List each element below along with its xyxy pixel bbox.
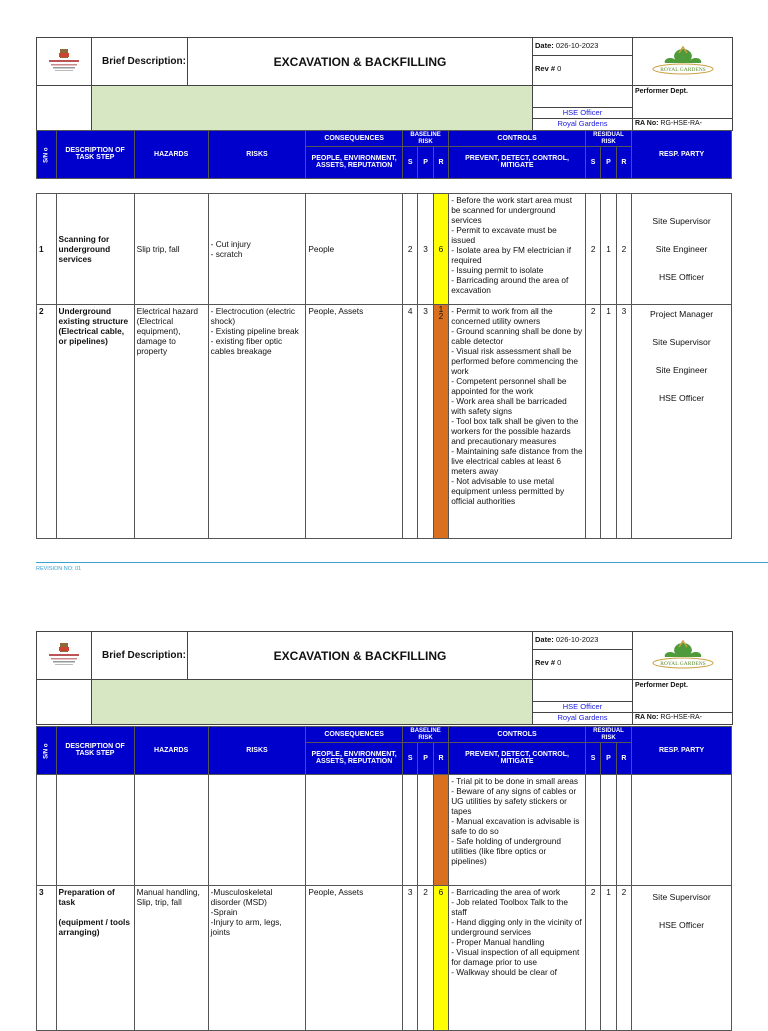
hazards-cell: Manual handling, Slip, trip, fall bbox=[134, 886, 208, 1031]
col-baseline-risk: BASELINE RISK bbox=[402, 131, 448, 147]
controls-cell: - Before the work start area must be scanned for underground services - Permit to excavate must be issued - Isolate area by FM electrician if required - Issuing permit to isolate - Barricading around the area of excavation bbox=[449, 194, 586, 305]
col-consequences: CONSEQUENCES bbox=[306, 131, 403, 147]
row-number: 3 bbox=[37, 886, 57, 1031]
baseline-p: P bbox=[418, 742, 433, 774]
consequences-cell: People bbox=[306, 194, 403, 305]
page2-column-header bbox=[36, 726, 732, 775]
col-consequences-sub: PEOPLE, ENVIRONMENT, ASSETS, REPUTATION bbox=[306, 146, 403, 178]
date-field: Date: 026-10-2023 bbox=[533, 632, 632, 650]
residual-s: S bbox=[585, 146, 600, 178]
residual-p: P bbox=[601, 742, 616, 774]
residual-p-value: 1 bbox=[601, 194, 616, 305]
svg-text:ROYAL GARDENS: ROYAL GARDENS bbox=[659, 660, 706, 667]
row-number: 1 bbox=[37, 194, 57, 305]
hse-officer-label: HSE Officer bbox=[533, 701, 632, 712]
royal-gardens-label: Royal Gardens bbox=[533, 118, 632, 130]
baseline-p-value: 3 bbox=[418, 194, 433, 305]
page1-risk-table bbox=[36, 193, 732, 539]
residual-p: P bbox=[601, 146, 616, 178]
residual-p-value: 1 bbox=[601, 886, 616, 1031]
risks-cell: - Electrocution (electric shock) - Existing pipeline break - existing fiber optic cables breakage bbox=[208, 305, 306, 539]
baseline-r-value: 1 2 bbox=[433, 305, 448, 539]
baseline-r: R bbox=[433, 146, 448, 178]
col-controls-sub: PREVENT, DETECT, CONTROL, MITIGATE bbox=[449, 146, 586, 178]
ra-no-field: RA No: RG-HSE-RA- bbox=[633, 712, 732, 724]
royal-gardens-label: Royal Gardens bbox=[533, 712, 632, 724]
baseline-s-value: 2 bbox=[402, 194, 417, 305]
col-consequences-sub: PEOPLE, ENVIRONMENT, ASSETS, REPUTATION bbox=[306, 742, 403, 774]
emblem-icon bbox=[45, 641, 83, 671]
baseline-s-value: 4 bbox=[402, 305, 417, 539]
residual-r-value: 2 bbox=[616, 886, 631, 1031]
rev-field: Rev # 0 bbox=[535, 658, 562, 667]
col-consequences: CONSEQUENCES bbox=[306, 727, 403, 743]
resp-party: Site Engineer bbox=[655, 365, 708, 375]
residual-r-value: 3 bbox=[616, 305, 631, 539]
col-hazards: HAZARDS bbox=[134, 131, 208, 179]
right-logo bbox=[633, 38, 733, 86]
task-step: Preparation of task (equipment / tools arranging) bbox=[56, 886, 134, 1031]
residual-p-value: 1 bbox=[601, 305, 616, 539]
residual-r: R bbox=[616, 742, 631, 774]
col-controls-sub: PREVENT, DETECT, CONTROL, MITIGATE bbox=[449, 742, 586, 774]
controls-cell: - Barricading the area of work - Job related Toolbox Talk to the staff - Hand digging only in the vicinity of underground services - Proper Manual handling - Visual inspection of all equipment for damage prior to use - Walkway should be clear of bbox=[449, 886, 586, 1031]
baseline-p-value: 3 bbox=[418, 305, 433, 539]
hazards-cell: Electrical hazard (Electrical equipment), damage to property bbox=[134, 305, 208, 539]
resp-party: HSE Officer bbox=[658, 272, 705, 282]
table-row bbox=[37, 194, 732, 305]
performer-dept-label: Performer Dept. bbox=[635, 682, 688, 689]
col-hazards: HAZARDS bbox=[134, 727, 208, 775]
hazards-cell: Slip trip, fall bbox=[134, 194, 208, 305]
royal-gardens-logo-icon bbox=[641, 45, 725, 79]
row-number: 2 bbox=[37, 305, 57, 539]
col-residual-risk: RESIDUAL RISK bbox=[585, 727, 631, 743]
resp-party-cell bbox=[632, 194, 732, 305]
page2-header bbox=[36, 631, 733, 725]
performer-dept-label: Performer Dept. bbox=[635, 88, 688, 95]
table-row bbox=[37, 305, 732, 539]
task-step: Scanning for underground services bbox=[56, 194, 134, 305]
resp-party-cell bbox=[632, 886, 732, 1031]
resp-party: Site Supervisor bbox=[652, 892, 711, 902]
consequences-cell: People, Assets bbox=[306, 305, 403, 539]
col-resp-party: RESP. PARTY bbox=[632, 727, 732, 775]
resp-party-cell bbox=[632, 305, 732, 539]
resp-party: HSE Officer bbox=[658, 393, 705, 403]
baseline-s-value: 3 bbox=[402, 886, 417, 1031]
baseline-r-value: 6 bbox=[433, 886, 448, 1031]
resp-party: Site Supervisor bbox=[652, 216, 711, 226]
residual-s-value: 2 bbox=[585, 886, 600, 1031]
baseline-p: P bbox=[418, 146, 433, 178]
risks-cell: -Musculoskeletal disorder (MSD) -Sprain -Injury to arm, legs, joints bbox=[208, 886, 306, 1031]
left-logo bbox=[37, 38, 92, 86]
revision-label: REVISION NO: 01 bbox=[36, 566, 82, 572]
revision-divider bbox=[36, 562, 768, 563]
col-description: DESCRIPTION OF TASK STEP bbox=[56, 131, 134, 179]
resp-party: Project Manager bbox=[650, 309, 714, 319]
description-band bbox=[92, 680, 533, 725]
residual-r: R bbox=[616, 146, 631, 178]
baseline-r-value: 6 bbox=[433, 194, 448, 305]
residual-s-value: 2 bbox=[585, 194, 600, 305]
description-band bbox=[92, 86, 533, 131]
svg-text:ROYAL GARDENS: ROYAL GARDENS bbox=[659, 66, 706, 73]
col-residual-risk: RESIDUAL RISK bbox=[585, 131, 631, 147]
resp-party: HSE Officer bbox=[658, 920, 705, 930]
controls-cell: - Trial pit to be done in small areas - Beware of any signs of cables or UG utilities by safety stickers or tapes - Manual excavation is advisable is safe to do so - Safe holding of underground utilities (like fibre optics or pipelines) bbox=[449, 775, 586, 886]
ra-no-field: RA No: RG-HSE-RA- bbox=[633, 118, 732, 130]
residual-r-value: 2 bbox=[616, 194, 631, 305]
royal-gardens-logo-icon bbox=[641, 639, 725, 673]
hse-officer-label: HSE Officer bbox=[533, 107, 632, 118]
rev-field: Rev # 0 bbox=[535, 64, 562, 73]
left-logo bbox=[37, 632, 92, 680]
col-controls: CONTROLS bbox=[449, 131, 586, 147]
document-title: EXCAVATION & BACKFILLING bbox=[188, 632, 533, 680]
table-row bbox=[37, 775, 732, 886]
table-row bbox=[37, 886, 732, 1031]
resp-party: Site Supervisor bbox=[652, 337, 711, 347]
page2-risk-table bbox=[36, 774, 732, 1031]
col-resp-party: RESP. PARTY bbox=[632, 131, 732, 179]
baseline-s: S bbox=[402, 146, 417, 178]
task-step: Underground existing structure (Electrical cable, or pipelines) bbox=[56, 305, 134, 539]
document-title: EXCAVATION & BACKFILLING bbox=[188, 38, 533, 86]
brief-description-label: Brief Description: bbox=[92, 632, 188, 680]
right-logo bbox=[633, 632, 733, 680]
risks-cell: - Cut injury - scratch bbox=[208, 194, 306, 305]
page1-header bbox=[36, 37, 733, 131]
col-description: DESCRIPTION OF TASK STEP bbox=[56, 727, 134, 775]
col-risks: RISKS bbox=[208, 727, 306, 775]
baseline-r-continued bbox=[433, 775, 448, 886]
residual-s-value: 2 bbox=[585, 305, 600, 539]
emblem-icon bbox=[45, 47, 83, 77]
consequences-cell: People, Assets bbox=[306, 886, 403, 1031]
baseline-r: R bbox=[433, 742, 448, 774]
controls-cell: - Permit to work from all the concerned utility owners - Ground scanning shall be done by cable detector - Visual risk assessment shall be performed before commencing the work - Competent personnel shall be appointed for the work - Work area shall be barricaded with safety signs - Tool box talk shall be given to the workers for the possible hazards and precautionary measures - Maintaining safe distance from the live electrical cables at least 6 meters away - Not advisable to use metal equipment unless permitted by official authorities bbox=[449, 305, 586, 539]
col-sno: S/N o bbox=[37, 131, 57, 179]
brief-description-label: Brief Description: bbox=[92, 38, 188, 86]
resp-party: Site Engineer bbox=[655, 244, 708, 254]
page1-column-header bbox=[36, 130, 732, 179]
residual-s: S bbox=[585, 742, 600, 774]
col-sno: S/N o bbox=[37, 727, 57, 775]
date-field: Date: 026-10-2023 bbox=[533, 38, 632, 56]
baseline-s: S bbox=[402, 742, 417, 774]
col-baseline-risk: BASELINE RISK bbox=[402, 727, 448, 743]
col-controls: CONTROLS bbox=[449, 727, 586, 743]
baseline-p-value: 2 bbox=[418, 886, 433, 1031]
col-risks: RISKS bbox=[208, 131, 306, 179]
